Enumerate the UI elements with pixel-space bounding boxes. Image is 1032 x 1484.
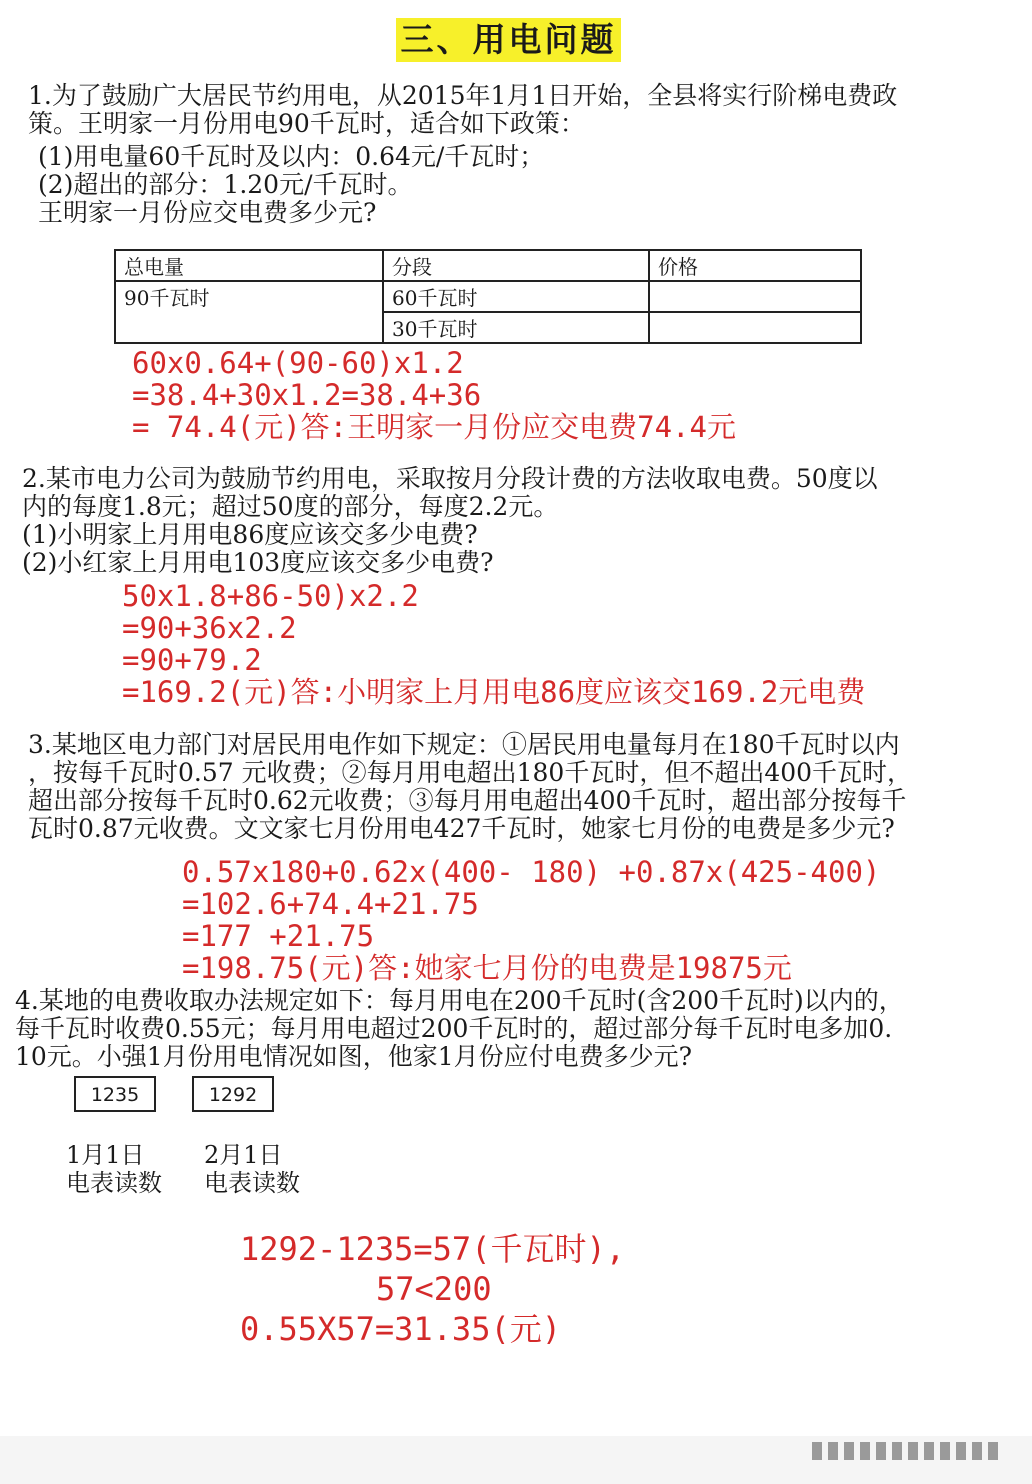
q1-text-line1: 1.为了鼓励广大居民节约用电，从2015年1月1日开始，全县将实行阶梯电费政 [28, 81, 898, 110]
meter-date-jan: 1月1日 [66, 1141, 145, 1169]
q3-answer-line1: 0.57x180+0.62x(400- 180) +0.87x(425-400) [182, 855, 881, 889]
q4-answer-line3: 0.55X57=31.35(元) [240, 1310, 561, 1348]
q3-text-line3: 超出部分按每千瓦时0.62元收费；③每月用电超出400千瓦时，超出部分按每千 [28, 786, 907, 815]
q1-text-line2: 策。王明家一月份用电90千瓦时，适合如下政策： [28, 109, 585, 138]
q3-answer-line2: =102.6+74.4+21.75 [182, 887, 479, 921]
q4-text-line2: 每千瓦时收费0.55元；每月用电超过200千瓦时的，超过部分每千瓦时电多加0. [15, 1014, 893, 1043]
q4-text-line1: 4.某地的电费收取办法规定如下：每月用电在200千瓦时(含200千瓦时)以内的， [15, 986, 904, 1015]
table-header-total: 总电量 [115, 250, 383, 281]
q3-text-line4: 瓦时0.87元收费。文文家七月份用电427千瓦时，她家七月份的电费是多少元? [28, 814, 895, 843]
meter-date-feb: 2月1日 [204, 1141, 283, 1169]
q2-answer-line2: =90+36x2.2 [122, 611, 297, 645]
q2-answer-line3: =90+79.2 [122, 643, 262, 677]
q2-text-line1: 2.某市电力公司为鼓励节约用电，采取按月分段计费的方法收取电费。50度以 [22, 464, 878, 493]
q2-text-line2: 内的每度1.8元；超过50度的部分，每度2.2元。 [22, 492, 559, 521]
q3-answer-line3: =177 +21.75 [182, 919, 375, 953]
scroll-indicator-icon [812, 1440, 1002, 1462]
table-header-price: 价格 [649, 250, 861, 281]
q3-text-line2: ，按每千瓦时0.57 元收费；②每月用电超出180千瓦时，但不超出400千瓦时， [28, 758, 913, 787]
q2-answer-line4: =169.2(元)答:小明家上月用电86度应该交169.2元电费 [122, 675, 866, 709]
q1-rule-1: (1)用电量60千瓦时及以内：0.64元/千瓦时； [38, 142, 545, 171]
meter-reading-feb: 1292 [192, 1076, 274, 1112]
q3-text-line1: 3.某地区电力部门对居民用电作如下规定：①居民用电量每月在180千瓦时以内 [28, 730, 900, 759]
q1-question: 王明家一月份应交电费多少元? [38, 198, 377, 227]
table-header-segment: 分段 [383, 250, 649, 281]
meter-caption-jan: 电表读数 [66, 1169, 162, 1197]
q3-answer-line4: =198.75(元)答:她家七月份的电费是19875元 [182, 951, 792, 985]
table-cell-total: 90千瓦时 [115, 281, 383, 343]
q1-answer-line3: = 74.4(元)答:王明家一月份应交电费74.4元 [132, 410, 736, 444]
table-cell-segment-2: 30千瓦时 [383, 312, 649, 343]
table-row [115, 281, 861, 312]
page-title: 三、用电问题 [396, 18, 621, 62]
q1-answer-line1: 60x0.64+(90-60)x1.2 [132, 346, 464, 380]
q2-answer-line1: 50x1.8+86-50)x2.2 [122, 579, 419, 613]
meter-reading-jan: 1235 [74, 1076, 156, 1112]
meter-caption-feb: 电表读数 [204, 1169, 300, 1197]
q2-sub-question-2: (2)小红家上月用电103度应该交多少电费? [22, 548, 494, 577]
table-header-row [115, 250, 861, 281]
table-cell-price-1 [649, 281, 861, 312]
table-cell-price-2 [649, 312, 861, 343]
q4-text-line3: 10元。小强1月份用电情况如图，他家1月份应付电费多少元? [15, 1042, 693, 1071]
q1-answer-line2: =38.4+30x1.2=38.4+36 [132, 378, 482, 412]
table-cell-segment-1: 60千瓦时 [383, 281, 649, 312]
q4-answer-line1: 1292-1235=57(千瓦时), [240, 1230, 625, 1268]
q4-answer-line2: 57<200 [376, 1270, 492, 1308]
q1-rule-2: (2)超出的部分：1.20元/千瓦时。 [38, 170, 413, 199]
q2-sub-question-1: (1)小明家上月用电86度应该交多少电费? [22, 520, 478, 549]
q1-tier-table [114, 249, 862, 344]
